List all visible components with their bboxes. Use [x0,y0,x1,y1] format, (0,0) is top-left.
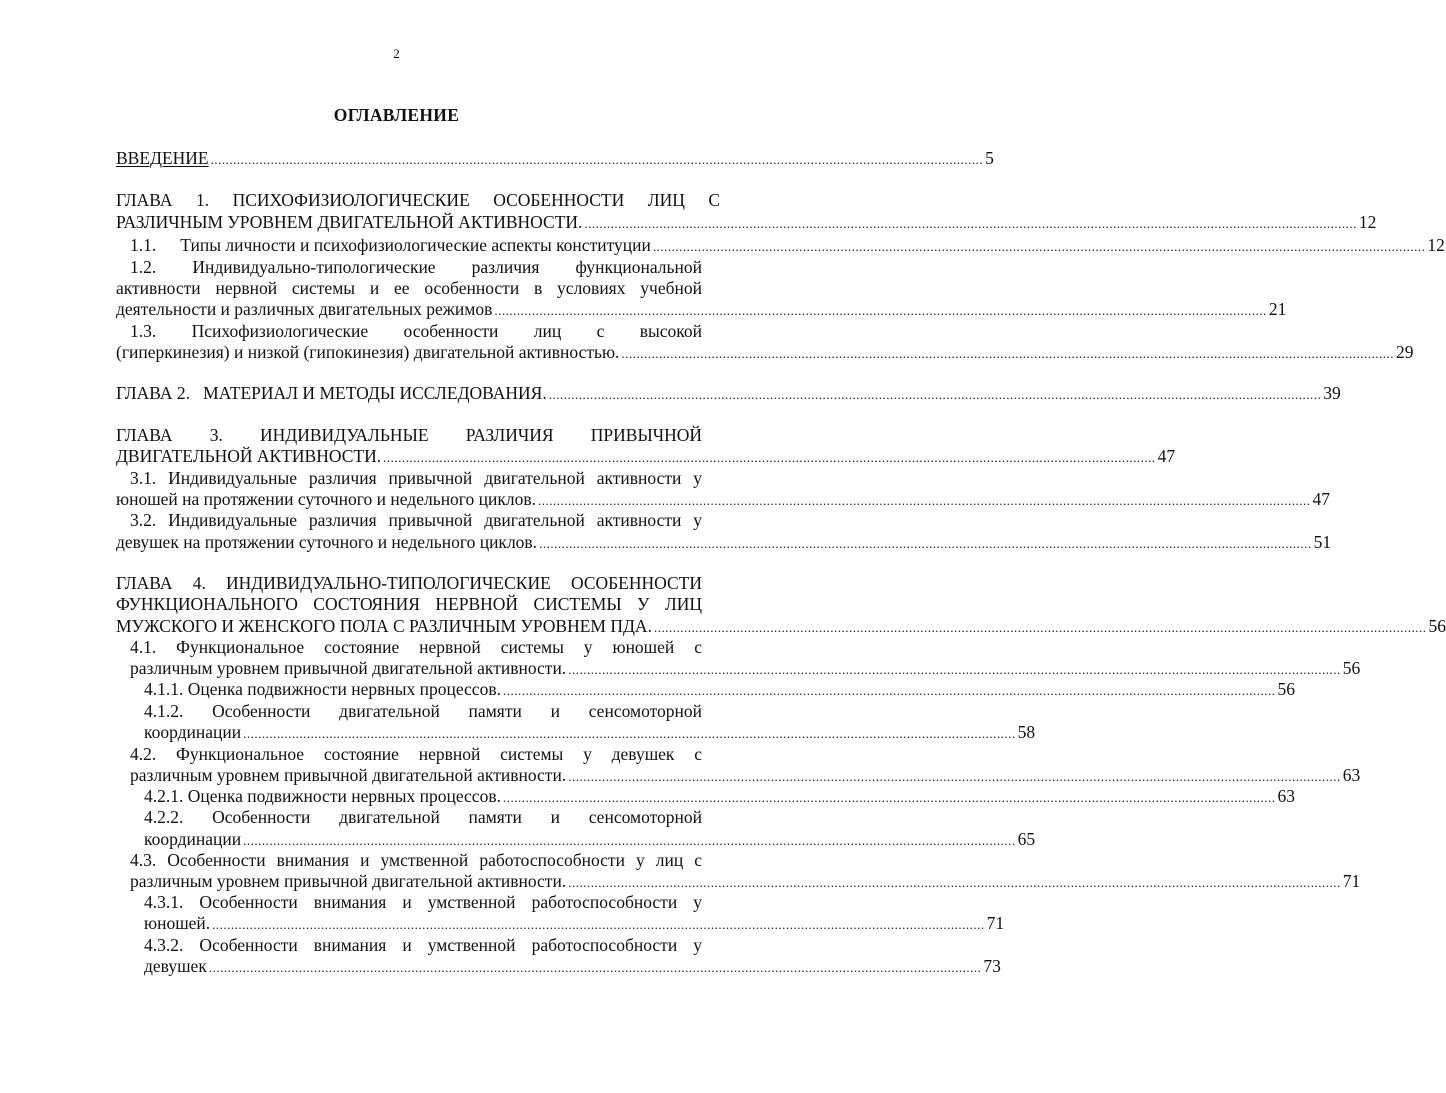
toc-chapter-4-line[interactable]: ФУНКЦИОНАЛЬНОГО СОСТОЯНИЯ НЕРВНОЙ СИСТЕМЫ У ЛИЦ [116,594,702,614]
dot-leader: .............................................................................................................................................................................................................. [208,960,982,975]
toc-page-number: 71 [986,913,1005,933]
toc-section-4-1-line[interactable]: 4.1. Функциональное состояние нервной системы у юношей с [130,637,702,657]
toc-chapter-3-line[interactable]: ГЛАВА 3. ИНДИВИДУАЛЬНЫЕ РАЗЛИЧИЯ ПРИВЫЧНОЙ [116,425,702,445]
toc-chapter-3[interactable] [116,445,1176,467]
dot-leader: .............................................................................................................................................................................................................. [568,662,1341,677]
toc-section-4-1[interactable] [130,657,1361,679]
dot-leader: .............................................................................................................................................................................................................. [652,239,1426,254]
toc-subsection-4-2-2[interactable] [144,828,1036,850]
toc-subsection-4-2-1[interactable] [144,785,1295,807]
toc-page-number: 39 [1323,383,1341,403]
toc-page-number: 12 [1358,212,1377,232]
toc-subsection-4-3-1-line[interactable]: 4.3.1. Особенности внимания и умственной работоспособности у [144,892,702,912]
dot-leader: .............................................................................................................................................................................................................. [502,683,1276,698]
toc-page-number: 56 [1428,616,1446,636]
toc-section-3-1[interactable] [116,488,1331,510]
toc-section-3-1-line[interactable]: 3.1. Индивидуальные различия привычной двигательной активности у [130,468,702,488]
toc-page-number: 21 [1268,299,1287,319]
toc-section-1-1[interactable] [130,234,1445,256]
toc-section-3-2[interactable] [116,531,1332,553]
toc-chapter-4[interactable] [116,615,1446,637]
toc-page-number: 63 [1342,765,1361,785]
toc-subsection-4-1-2[interactable] [144,721,1036,743]
toc-page-number: 47 [1312,489,1331,509]
toc-chapter-1-line[interactable]: ГЛАВА 1. ПСИХОФИЗИОЛОГИЧЕСКИЕ ОСОБЕННОСТИ ЛИЦ С [116,190,720,210]
toc-entry-text: координации [144,722,242,742]
toc-page-number: 47 [1157,446,1176,466]
toc-title: ОГЛАВЛЕНИЕ [333,105,460,125]
toc-entry-text: ГЛАВА 2. МАТЕРИАЛ И МЕТОДЫ ИССЛЕДОВАНИЯ. [116,383,547,403]
toc-subsection-4-1-1[interactable] [144,678,1295,700]
toc-page-number: 56 [1277,679,1295,699]
toc-entry-text: 4.1.1. Оценка подвижности нервных процессов. [144,679,501,699]
toc-page-number: 73 [983,956,1001,976]
page-number: 2 [393,46,400,61]
toc-subsection-4-3-2[interactable] [144,955,1001,977]
toc-page-number: 58 [1017,722,1036,742]
toc-section-number: 1.1. [130,235,157,255]
dot-leader: .............................................................................................................................................................................................................. [539,536,1312,551]
toc-section-4-3-line[interactable]: 4.3. Особенности внимания и умственной работоспособности у лиц с [130,850,702,870]
dot-leader: .............................................................................................................................................................................................................. [502,790,1276,805]
dot-leader: .............................................................................................................................................................................................................. [494,303,1267,318]
toc-entry-text: юношей. [144,913,211,933]
toc-entry-text: МУЖСКОГО И ЖЕНСКОГО ПОЛА С РАЗЛИЧНЫМ УРОВНЕМ ПДА. [116,616,652,636]
toc-entry-text: координации [144,829,242,849]
toc-page-number: 65 [1017,829,1036,849]
toc-entry-text: 4.2.1. Оценка подвижности нервных процессов. [144,786,501,806]
dot-leader: .............................................................................................................................................................................................................. [568,875,1341,890]
toc-section-4-2-line[interactable]: 4.2. Функциональное состояние нервной системы у девушек с [130,744,702,764]
dot-leader: .............................................................................................................................................................................................................. [568,769,1341,784]
dot-leader: .............................................................................................................................................................................................................. [538,493,1311,508]
toc-page-number: 5 [985,148,994,168]
toc-section-4-3[interactable] [130,870,1361,892]
dot-leader: .............................................................................................................................................................................................................. [548,387,1322,402]
toc-entry-text: (гиперкинезия) и низкой (гипокинезия) двигательной активностью. [116,342,620,362]
dot-leader: .............................................................................................................................................................................................................. [210,152,984,167]
toc-subsection-4-3-1[interactable] [144,912,1005,934]
toc-entry-text: различным уровнем привычной двигательной активности. [130,765,567,785]
toc-entry-text: юношей на протяжении суточного и недельного циклов. [116,489,537,509]
dot-leader: .............................................................................................................................................................................................................. [653,620,1427,635]
toc-section-1-3-line[interactable]: 1.3. Психофизиологические особенности лиц с высокой [130,321,702,341]
toc-entry-text: девушек [144,956,207,976]
toc-entry-text: девушек на протяжении суточного и недельного циклов. [116,532,538,552]
toc-chapter-4-line[interactable]: ГЛАВА 4. ИНДИВИДУАЛЬНО-ТИПОЛОГИЧЕСКИЕ ОСОБЕННОСТИ [116,573,702,593]
toc-section-1-2-line[interactable]: активности нервной системы и ее особенности в условиях учебной [116,278,702,298]
dot-leader: .............................................................................................................................................................................................................. [243,726,1016,741]
toc-entry-text: различным уровнем привычной двигательной активности. [130,871,567,891]
toc-entry-text: деятельности и различных двигательных режимов [116,299,493,319]
dot-leader: .............................................................................................................................................................................................................. [212,917,985,932]
dot-leader: .............................................................................................................................................................................................................. [243,833,1016,848]
toc-section-1-3[interactable] [116,341,1414,363]
toc-entry-text: ДВИГАТЕЛЬНОЙ АКТИВНОСТИ. [116,446,382,466]
dot-leader: .............................................................................................................................................................................................................. [584,216,1357,231]
toc-subsection-4-2-2-line[interactable]: 4.2.2. Особенности двигательной памяти и сенсомоторной [144,807,702,827]
toc-entry-text: различным уровнем привычной двигательной активности. [130,658,567,678]
toc-section-4-2[interactable] [130,764,1361,786]
toc-page-number: 51 [1313,532,1332,552]
toc-chapter-2[interactable] [116,382,1341,404]
toc-section-1-2-line[interactable]: 1.2. Индивидуально-типологические различия функциональной [130,257,702,277]
toc-section-3-2-line[interactable]: 3.2. Индивидуальные различия привычной двигательной активности у [130,510,702,530]
dot-leader: .............................................................................................................................................................................................................. [621,346,1394,361]
toc-page-number: 71 [1342,871,1361,891]
toc-page-number: 63 [1277,786,1295,806]
toc-chapter-1[interactable] [116,211,1377,233]
toc-section-1-2[interactable] [116,298,1287,320]
toc-entry-text: ВВЕДЕНИЕ [116,148,209,168]
toc-page-number: 29 [1395,342,1414,362]
toc-page-number: 56 [1342,658,1361,678]
toc-subsection-4-3-2-line[interactable]: 4.3.2. Особенности внимания и умственной работоспособности у [144,935,702,955]
toc-page-number: 12 [1427,235,1445,255]
toc-entry-text: РАЗЛИЧНЫМ УРОВНЕМ ДВИГАТЕЛЬНОЙ АКТИВНОСТИ. [116,212,583,232]
toc-entry-intro[interactable] [116,147,994,169]
dot-leader: .............................................................................................................................................................................................................. [383,450,1156,465]
toc-subsection-4-1-2-line[interactable]: 4.1.2. Особенности двигательной памяти и сенсомоторной [144,701,702,721]
toc-entry-text: Типы личности и психофизиологические аспекты конституции [180,235,651,255]
